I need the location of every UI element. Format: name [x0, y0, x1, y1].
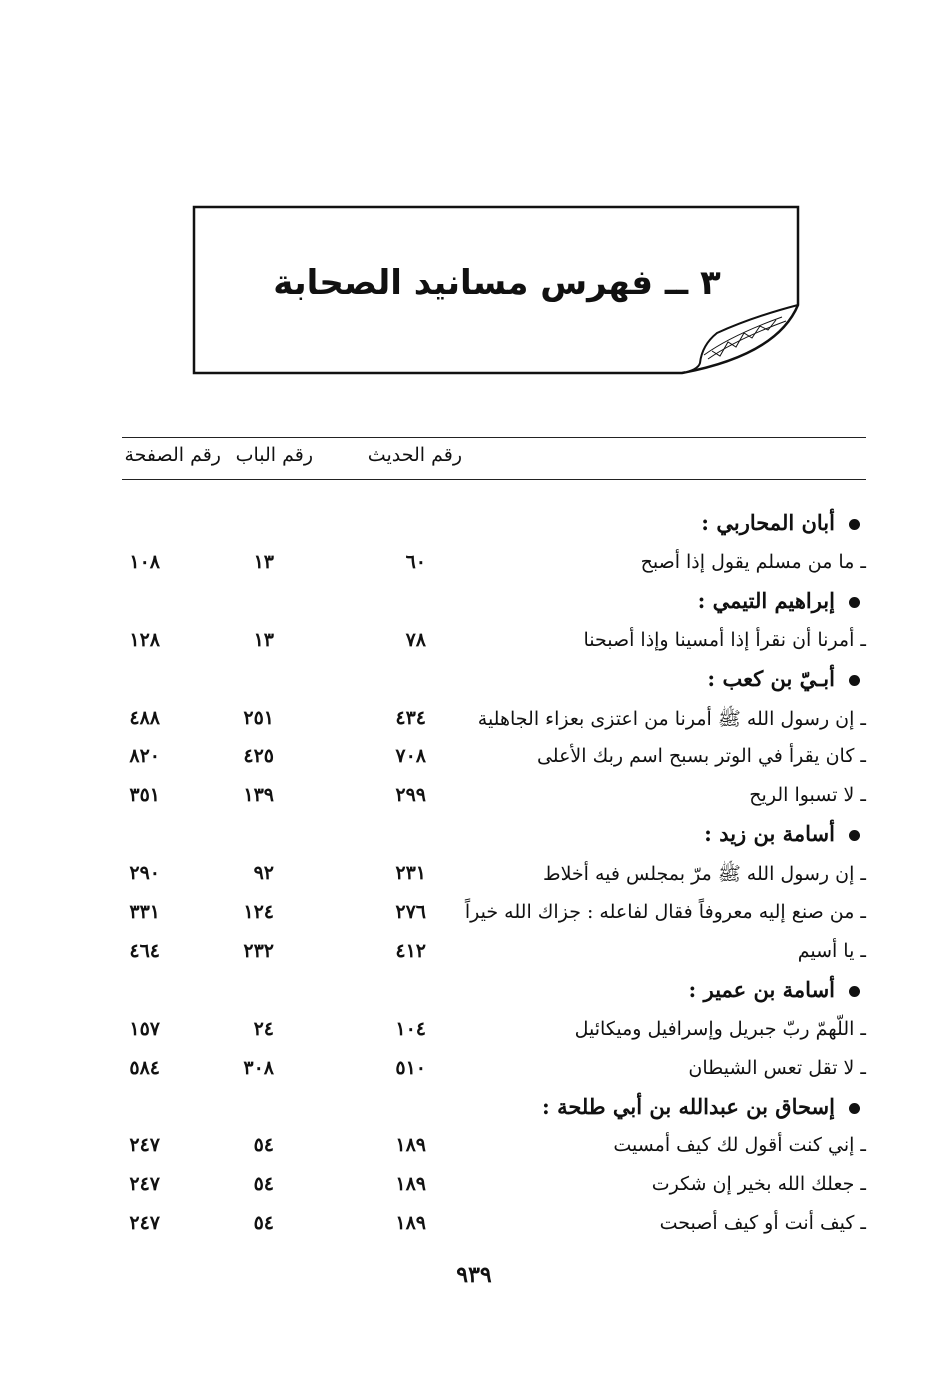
companion-label: أسامة بن عمير : [688, 976, 835, 1002]
index-entry [0, 1212, 948, 1250]
chapter-number: ١٣٩ [243, 784, 274, 807]
companion-heading [0, 665, 948, 706]
hadith-text: ـ لا تقل تعس الشيطان [688, 1056, 866, 1079]
page-ref: ١٢٨ [129, 628, 160, 651]
companion-heading [0, 823, 948, 861]
index-entry [0, 784, 948, 822]
companion-heading [0, 1093, 948, 1134]
bullet-icon [849, 830, 860, 841]
companion-label: إسحاق بن عبدالله بن أبي طلحة : [542, 1093, 835, 1119]
hadith-text: ـ كيف أنت أو كيف أصبحت [659, 1212, 866, 1235]
hadith-number: ٧٨ [405, 628, 426, 651]
companion-label: إبراهيم التيمي : [697, 587, 835, 613]
index-entry [0, 707, 948, 745]
hadith-number: ٤١٢ [395, 939, 426, 962]
page-ref: ١٠٨ [129, 550, 160, 573]
companion-name [707, 666, 860, 691]
column-header-hadith: رقم الحديث [367, 444, 462, 466]
hadith-text: ـ أمرنا أن نقرأ إذا أمسينا وإذا أصبحنا [583, 628, 866, 651]
hadith-number: ٧٠٨ [395, 745, 426, 768]
index-entry [0, 551, 948, 589]
page-ref: ١٥٧ [129, 1017, 160, 1040]
companion-label: أسامة بن زيد : [704, 821, 835, 847]
hadith-text: ـ جعلك الله بخير إن شكرت [651, 1173, 866, 1196]
bullet-icon [849, 1103, 860, 1114]
index-entry [0, 901, 948, 939]
companion-name [542, 1094, 860, 1119]
chapter-number: ٣٠٨ [243, 1056, 274, 1079]
chapter-number: ٢٥١ [243, 706, 274, 729]
companion-name [698, 588, 860, 613]
page-ref: ٢٤٧ [129, 1212, 160, 1235]
hadith-text: ـ إن رسول الله ﷺ مرّ بمجلس فيه أخلاط [543, 863, 866, 886]
companion-heading [0, 587, 948, 628]
page-ref: ٤٨٨ [129, 706, 160, 729]
companion-label: أبـيّ بن كعب : [707, 665, 835, 691]
index-entry [0, 1134, 948, 1172]
companion-name [701, 510, 860, 535]
companion-heading [0, 976, 948, 1017]
hadith-number: ٦٠ [405, 550, 426, 573]
header-bottom-rule [122, 479, 866, 480]
index-entry [0, 745, 948, 783]
hadith-text: ـ كان يقرأ في الوتر بسبح اسم ربك الأعلى [536, 745, 866, 768]
page-ref: ٢٤٧ [129, 1134, 160, 1157]
companion-name [689, 977, 860, 1002]
hadith-text: ـ اللّهمّ ربّ جبريل وإسرافيل وميكائيل [574, 1017, 866, 1040]
chapter-number: ٥٤ [253, 1134, 274, 1157]
page-ref: ٨٢٠ [129, 745, 160, 768]
hadith-text: ـ يا أسيم [797, 939, 866, 962]
title-box [192, 205, 802, 377]
bullet-icon [849, 519, 860, 530]
companion-heading [0, 512, 948, 550]
page-ref: ٣٣١ [129, 901, 160, 923]
hadith-number: ٥١٠ [395, 1056, 426, 1079]
hadith-number: ٢٩٩ [395, 784, 426, 807]
companion-label: أبان المحاربي : [701, 510, 835, 535]
index-entry [0, 1057, 948, 1095]
page-ref: ٢٩٠ [129, 862, 160, 885]
hadith-number: ٢٧٦ [395, 901, 426, 923]
page-number: ٩٣٩ [456, 1262, 492, 1288]
page-ref: ٤٦٤ [129, 939, 160, 962]
page-ref: ٣٥١ [129, 784, 160, 807]
hadith-text: ـ ما من مسلم يقول إذا أصبح [640, 550, 866, 573]
index-entry [0, 862, 948, 900]
header-top-rule [122, 437, 866, 438]
hadith-number: ١٨٩ [395, 1134, 426, 1157]
hadith-number: ١٠٤ [395, 1017, 426, 1040]
hadith-number: ٢٣١ [395, 862, 426, 885]
bullet-icon [849, 675, 860, 686]
chapter-number: ٥٤ [253, 1173, 274, 1196]
column-header-page: رقم الصفحة [124, 444, 221, 466]
hadith-number: ١٨٩ [395, 1212, 426, 1235]
section-title: ٣ ــ فهرس مسانيد الصحابة [273, 263, 721, 303]
bullet-icon [849, 597, 860, 608]
chapter-number: ٤٢٥ [243, 745, 274, 768]
hadith-text: ـ من صنع إليه معروفاً فقال لفاعله : جزاك الله خيراً [464, 901, 866, 923]
hadith-text: ـ إني كنت أقول لك كيف أمسيت [613, 1134, 866, 1157]
index-entry [0, 1018, 948, 1056]
column-header-bab: رقم الباب [235, 444, 313, 466]
chapter-number: ١٣ [253, 550, 274, 573]
chapter-number: ١٣ [253, 628, 274, 651]
hadith-number: ٤٣٤ [395, 706, 426, 729]
bullet-icon [849, 986, 860, 997]
companion-name [704, 821, 860, 846]
chapter-number: ٥٤ [253, 1212, 274, 1235]
index-entry [0, 629, 948, 667]
page-ref: ٥٨٤ [129, 1056, 160, 1079]
hadith-number: ١٨٩ [395, 1173, 426, 1196]
hadith-text: ـ إن رسول الله ﷺ أمرنا من اعتزى بعزاء الجاهلية [477, 707, 866, 730]
chapter-number: ٢٤ [253, 1017, 274, 1040]
chapter-number: ١٢٤ [243, 901, 274, 923]
chapter-number: ٢٣٢ [243, 939, 274, 962]
index-entry [0, 940, 948, 978]
page-ref: ٢٤٧ [129, 1173, 160, 1196]
chapter-number: ٩٢ [253, 862, 274, 885]
hadith-text: ـ لا تسبوا الريح [749, 784, 866, 807]
index-entry [0, 1173, 948, 1211]
